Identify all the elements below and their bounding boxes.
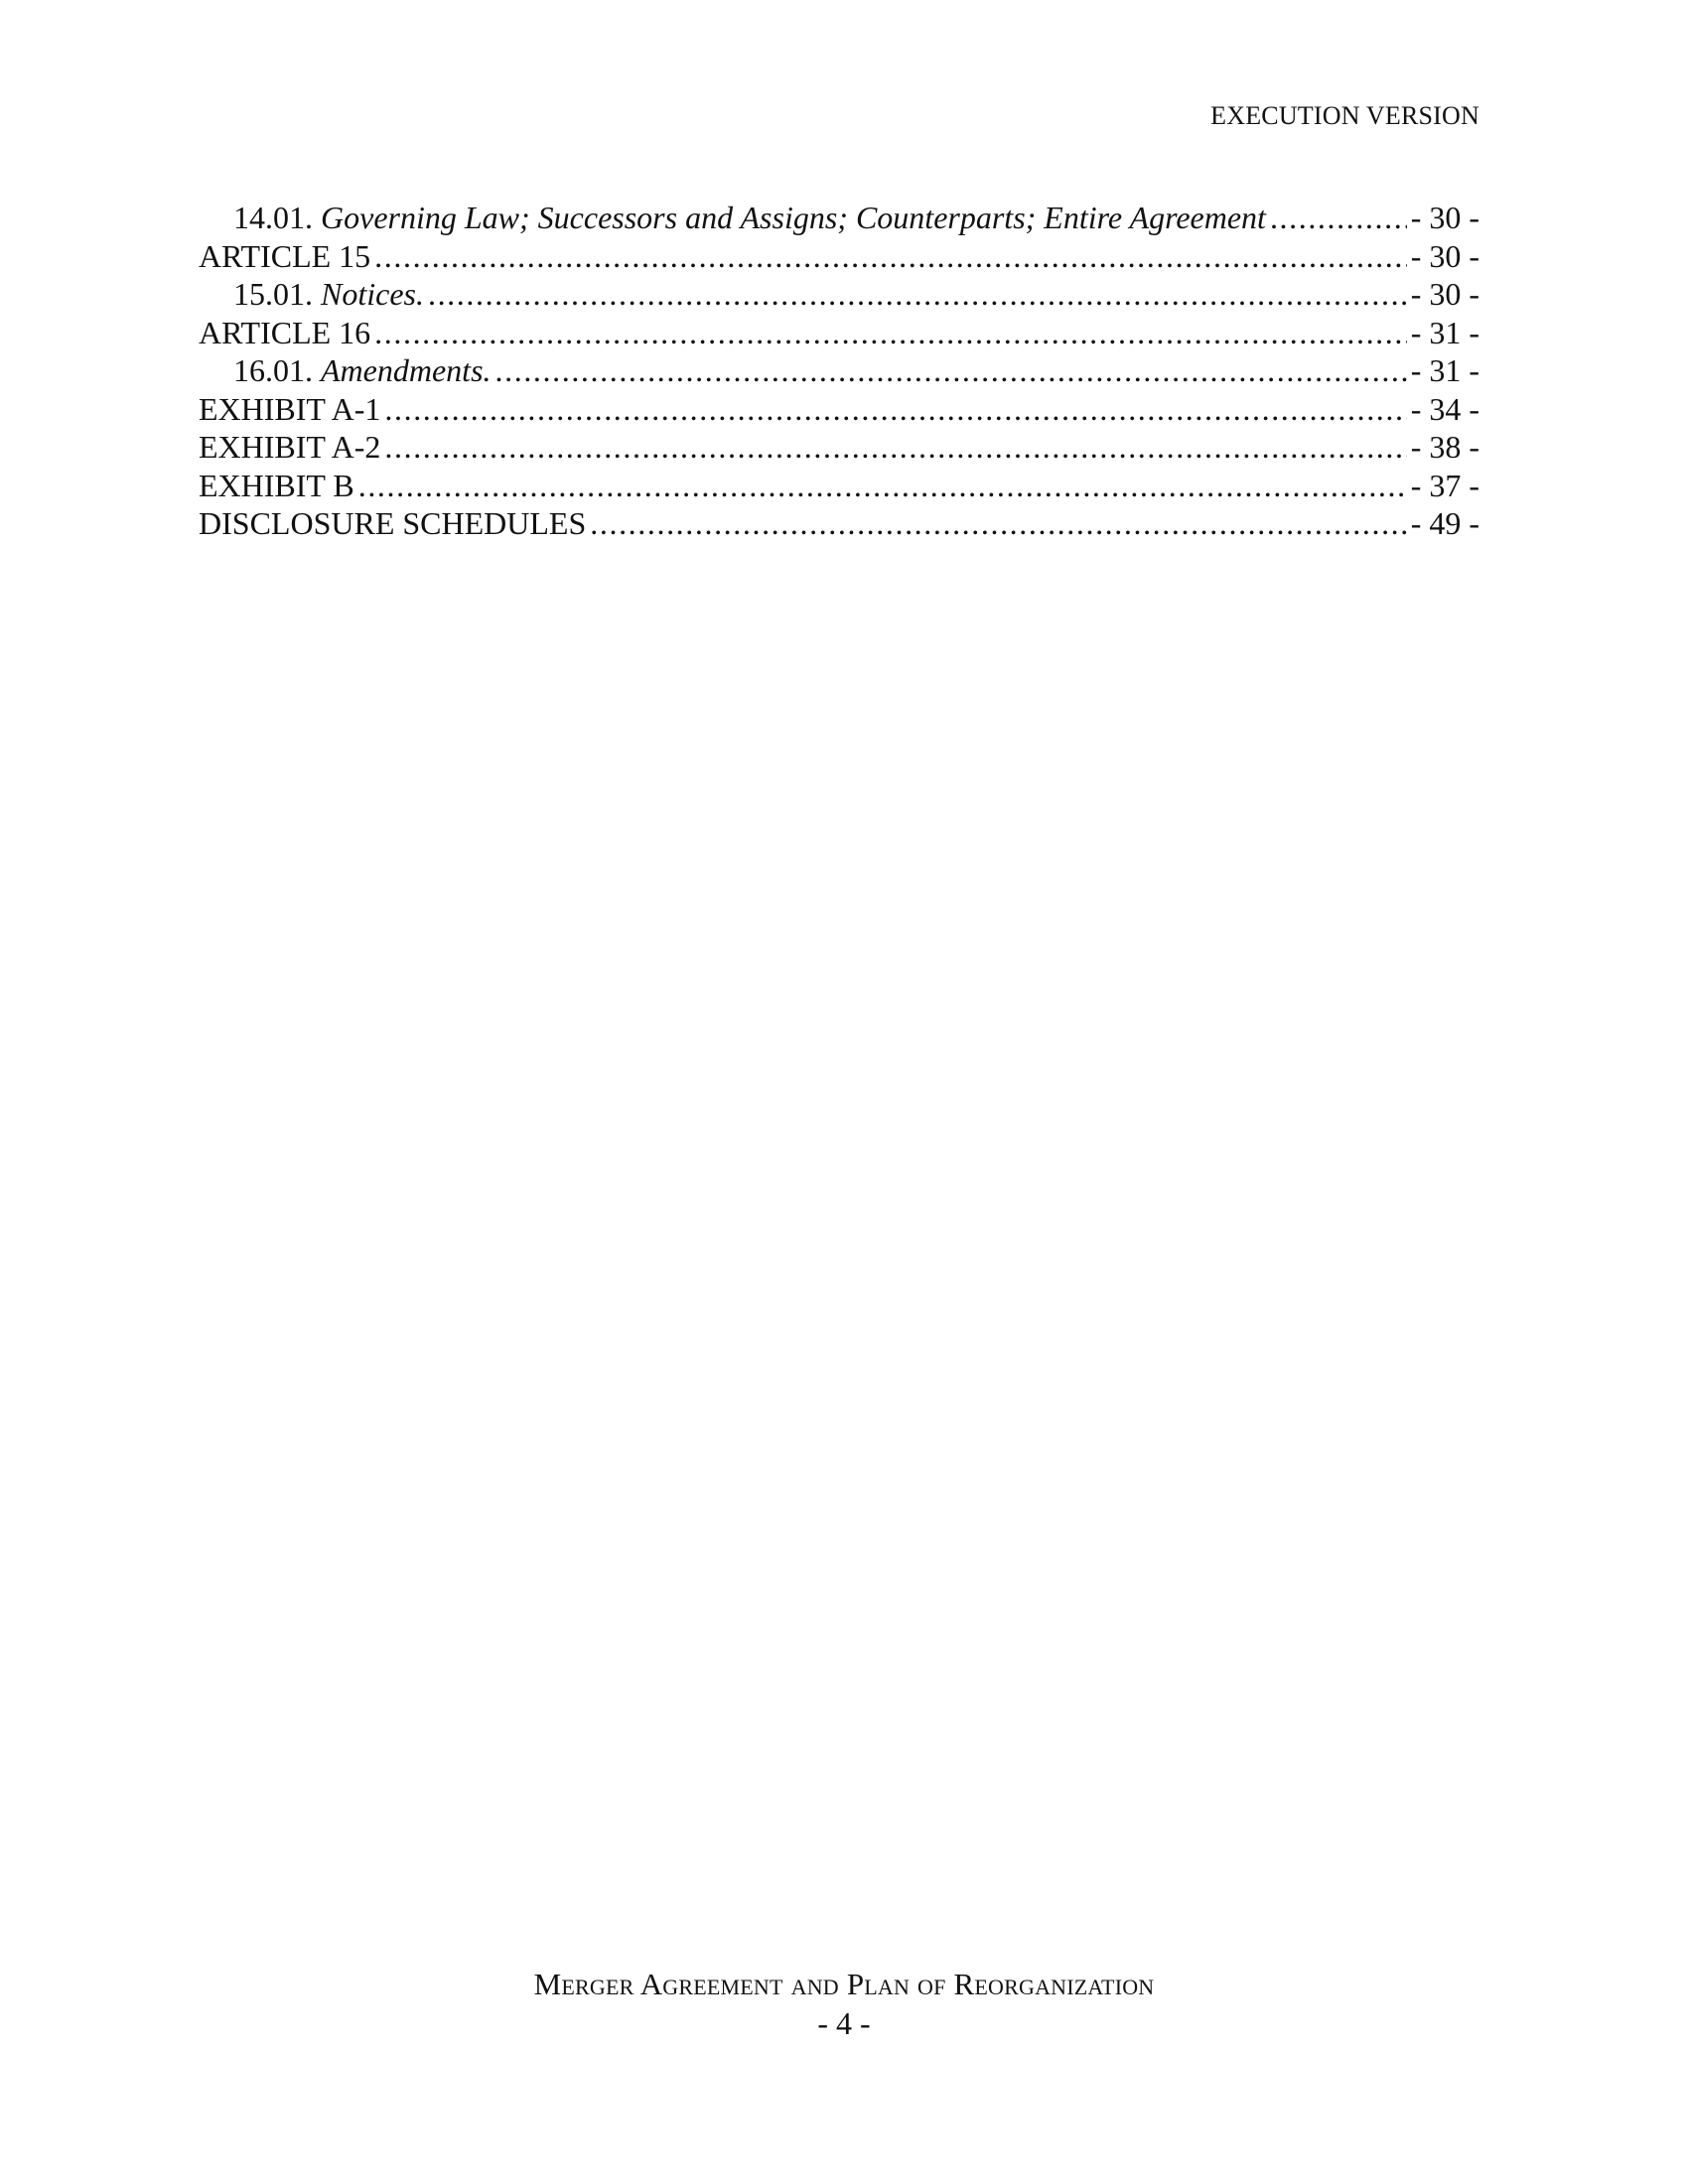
dot-leader [1270, 199, 1407, 236]
toc-page-number: - 37 - [1410, 467, 1479, 503]
toc-entry-number: DISCLOSURE SCHEDULES [199, 505, 587, 541]
toc-entry-text [199, 467, 354, 504]
toc-entry-text [199, 504, 586, 542]
toc-page-number: - 38 - [1410, 429, 1479, 465]
dot-leader [384, 428, 1406, 466]
toc-entry-text [233, 199, 1266, 236]
toc-entry-article-15[interactable] [199, 237, 1479, 276]
toc-entry-exhibit-b[interactable] [199, 467, 1479, 505]
toc-entry-article-16[interactable] [199, 314, 1479, 352]
toc-entry-text [199, 390, 380, 428]
toc-entry-number: 14.01. [233, 200, 321, 235]
toc-entry-15-01[interactable] [199, 275, 1479, 314]
toc-entry-text [199, 428, 380, 466]
dot-leader [590, 504, 1406, 542]
toc-entry-exhibit-a-1[interactable] [199, 390, 1479, 429]
dot-leader [374, 237, 1407, 275]
toc-entry-exhibit-a-2[interactable] [199, 428, 1479, 467]
dot-leader [428, 275, 1407, 313]
toc-page-number: - 31 - [1410, 352, 1479, 388]
toc-entry-text [233, 275, 424, 313]
footer-document-title: Merger Agreement and Plan of Reorganization [533, 1967, 1155, 2001]
dot-leader [384, 390, 1406, 428]
toc-page-number: - 30 - [1410, 276, 1479, 312]
toc-entry-number: ARTICLE 16 [199, 314, 371, 350]
toc-page-number: - 30 - [1410, 200, 1479, 235]
dot-leader [374, 314, 1407, 351]
toc-entry-16-01[interactable] [199, 351, 1479, 390]
toc-entry-title: Governing Law; Successors and Assigns; Counterparts; Entire Agreement [321, 200, 1266, 235]
table-of-contents [199, 199, 1479, 543]
dot-leader [495, 351, 1407, 389]
toc-entry-disclosure-schedules[interactable] [199, 504, 1479, 543]
toc-entry-number: 15.01. [233, 276, 321, 312]
toc-page-number: - 49 - [1410, 505, 1479, 541]
toc-entry-number: EXHIBIT A-2 [199, 429, 381, 465]
toc-entry-number: EXHIBIT B [199, 467, 354, 503]
dot-leader [358, 467, 1407, 504]
toc-entry-text [199, 237, 370, 275]
toc-page-number: - 30 - [1410, 237, 1479, 274]
footer-page-number: - 4 - [817, 2005, 871, 2041]
toc-entry-title: Amendments. [321, 352, 492, 388]
toc-entry-text [199, 314, 370, 351]
running-header: EXECUTION VERSION [1210, 101, 1479, 130]
toc-entry-title: Notices. [321, 276, 424, 312]
toc-entry-text [233, 351, 492, 389]
toc-page-number: - 31 - [1410, 314, 1479, 350]
toc-entry-number: EXHIBIT A-1 [199, 390, 381, 427]
toc-entry-number: 16.01. [233, 352, 321, 388]
toc-page-number: - 34 - [1410, 390, 1479, 427]
toc-entry-14-01[interactable] [199, 199, 1479, 237]
toc-entry-number: ARTICLE 15 [199, 237, 371, 274]
